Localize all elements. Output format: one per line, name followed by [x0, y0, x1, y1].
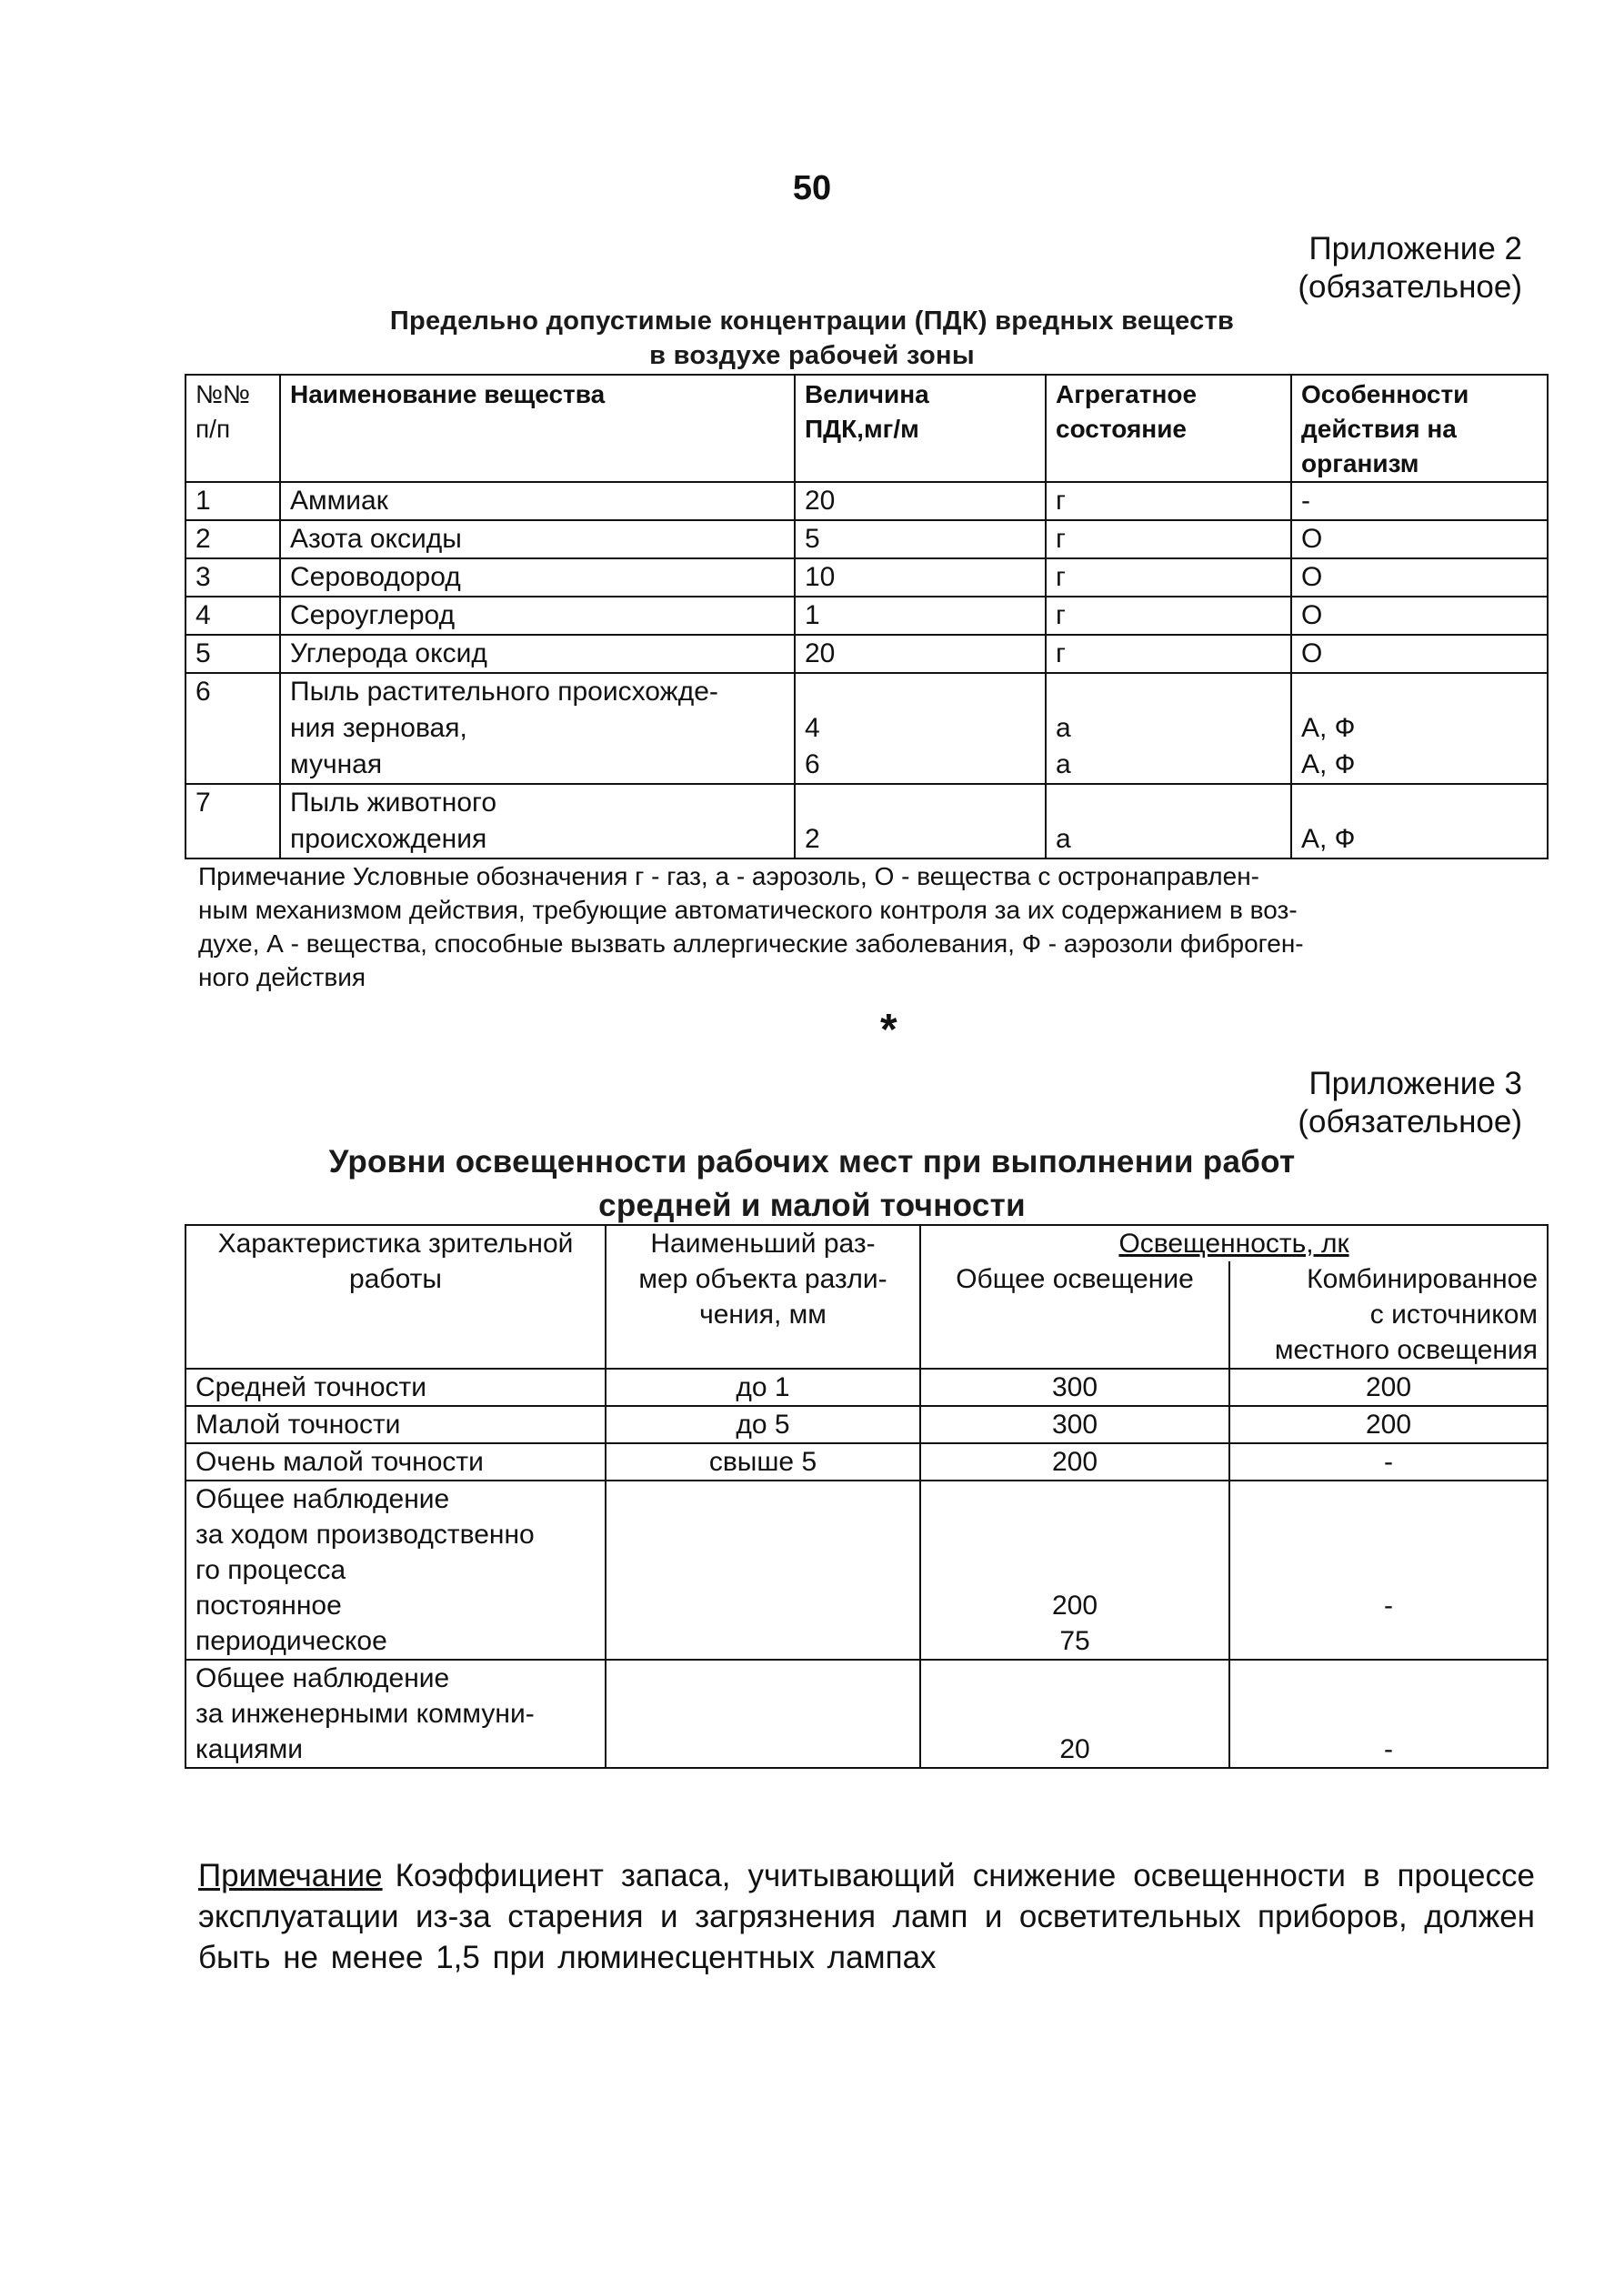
pdk-cell-pdk: 1	[795, 597, 1046, 635]
illumination-cell-char: Средней точности	[185, 1369, 606, 1406]
illumination-table-row	[185, 1481, 1548, 1660]
illumination-cell-char: Очень малой точности	[185, 1443, 606, 1481]
pdk-cell-state: г	[1046, 558, 1291, 597]
appendix-3-label: Приложение 3	[1308, 1066, 1522, 1101]
illumination-header-characteristic: Характеристика зрительной работы	[185, 1225, 606, 1369]
pdk-cell-state: а	[1046, 784, 1291, 858]
illumination-header-illumination-text: Освещенность, лк	[1118, 1229, 1349, 1259]
pdk-table-row	[185, 673, 1548, 784]
pdk-cell-state: а а	[1046, 673, 1291, 784]
pdk-table-row	[185, 520, 1548, 558]
pdk-cell-num: 1	[185, 482, 280, 520]
pdk-cell-name: Пыль животного происхождения	[280, 784, 795, 858]
illumination-cell-size	[606, 1481, 920, 1660]
pdk-cell-effect: -	[1291, 482, 1548, 520]
pdk-cell-num: 7	[185, 784, 280, 858]
illumination-cell-combined: -	[1229, 1443, 1548, 1481]
appendix-3-title-line-2: средней и малой точности	[598, 1188, 1026, 1223]
pdk-header-effect: Особенности действия на организм	[1291, 375, 1548, 482]
illumination-cell-size: свыше 5	[606, 1443, 920, 1481]
pdk-table	[185, 374, 1549, 859]
pdk-table-row	[185, 784, 1548, 858]
illumination-table-row	[185, 1406, 1548, 1443]
appendix-2-title-line-2: в воздухе рабочей зоны	[649, 341, 975, 370]
pdk-table-row	[185, 482, 1548, 520]
pdk-cell-pdk: 20	[795, 482, 1046, 520]
pdk-cell-name: Углерода оксид	[280, 635, 795, 673]
illumination-header-combined: Комбинированное с источником местного освещения	[1229, 1261, 1548, 1369]
illumination-header-size: Наименьший раз- мер объекта разли- чения, мм	[606, 1225, 920, 1369]
pdk-cell-state: г	[1046, 520, 1291, 558]
pdk-cell-effect: О	[1291, 635, 1548, 673]
appendix-2-title-line-1: Предельно допустимые концентрации (ПДК) вредных веществ	[389, 306, 1235, 336]
illumination-cell-general: 300	[920, 1406, 1229, 1443]
pdk-table-row	[185, 635, 1548, 673]
appendix-3-title	[0, 1140, 1624, 1228]
appendix-3-note-text: Коэффициент запаса, учитывающий снижение освещенности в процессе эксплуатации из-за старения и загрязнения ламп и осветительных приборов, должен быть не менее 1,5 при люминесцентных лампах	[198, 1858, 1535, 1975]
illumination-cell-size: до 1	[606, 1369, 920, 1406]
illumination-cell-char: Общее наблюдение за инженерными коммуни- кациями	[185, 1660, 606, 1768]
appendix-3-title-line-1: Уровни освещенности рабочих мест при выполнении работ	[328, 1144, 1296, 1180]
pdk-header-value: Величина ПДК,мг/м	[795, 375, 1046, 482]
pdk-cell-name: Сероводород	[280, 558, 795, 597]
pdk-table-body	[185, 482, 1548, 858]
illumination-cell-general: 200	[920, 1443, 1229, 1481]
pdk-cell-effect: А, Ф	[1291, 784, 1548, 858]
illumination-cell-combined: 200	[1229, 1369, 1548, 1406]
illumination-cell-size	[606, 1660, 920, 1768]
pdk-cell-pdk: 5	[795, 520, 1046, 558]
illumination-cell-char: Малой точности	[185, 1406, 606, 1443]
appendix-2-label: Приложение 2	[1308, 231, 1522, 266]
illumination-cell-general: 200 75	[920, 1481, 1229, 1660]
pdk-cell-num: 3	[185, 558, 280, 597]
illumination-cell-combined: -	[1229, 1481, 1548, 1660]
pdk-cell-state: г	[1046, 482, 1291, 520]
appendix-2-title	[0, 304, 1624, 373]
separator-asterisk: *	[880, 1006, 897, 1054]
pdk-cell-num: 4	[185, 597, 280, 635]
illumination-table-row	[185, 1443, 1548, 1481]
illumination-cell-general: 20	[920, 1660, 1229, 1768]
pdk-cell-pdk: 20	[795, 635, 1046, 673]
appendix-2-note: Примечание Условные обозначения г - газ, а - аэрозоль, О - вещества с остронаправлен- ным механизмом действия, требующие автоматического контроля за их содержанием в воз- духе, А - вещества, способные вызвать аллергические заболевания, Ф - аэрозоли фиброген- ного действия	[198, 862, 1304, 991]
pdk-cell-num: 2	[185, 520, 280, 558]
illumination-cell-combined: -	[1229, 1660, 1548, 1768]
illumination-table-row	[185, 1660, 1548, 1768]
pdk-cell-name: Азота оксиды	[280, 520, 795, 558]
pdk-cell-name: Сероуглерод	[280, 597, 795, 635]
pdk-table-header	[185, 375, 1548, 482]
pdk-cell-state: г	[1046, 635, 1291, 673]
pdk-cell-effect: О	[1291, 520, 1548, 558]
illumination-cell-char: Общее наблюдение за ходом производственно го процесса постоянное периодическое	[185, 1481, 606, 1660]
appendix-3-note-label: Примечание	[198, 1858, 383, 1893]
pdk-cell-effect: А, Ф А, Ф	[1291, 673, 1548, 784]
illumination-header-general: Общее освещение	[920, 1261, 1229, 1369]
pdk-cell-state: г	[1046, 597, 1291, 635]
illumination-cell-combined: 200	[1229, 1406, 1548, 1443]
illumination-table-row	[185, 1369, 1548, 1406]
pdk-cell-pdk: 10	[795, 558, 1046, 597]
pdk-cell-pdk: 2	[795, 784, 1046, 858]
pdk-cell-effect: О	[1291, 558, 1548, 597]
pdk-cell-num: 5	[185, 635, 280, 673]
pdk-header-name: Наименование вещества	[280, 375, 795, 482]
pdk-table-row	[185, 558, 1548, 597]
appendix-3-note	[198, 1855, 1535, 1978]
pdk-cell-name: Аммиак	[280, 482, 795, 520]
pdk-cell-num: 6	[185, 673, 280, 784]
pdk-cell-name: Пыль растительного происхожде- ния зерновая, мучная	[280, 673, 795, 784]
pdk-header-num: №№ п/п	[185, 375, 280, 482]
illumination-cell-general: 300	[920, 1369, 1229, 1406]
appendix-2-status: (обязательное)	[1298, 269, 1522, 305]
illumination-header-illumination	[920, 1225, 1548, 1261]
pdk-table-row	[185, 597, 1548, 635]
illumination-cell-size: до 5	[606, 1406, 920, 1443]
illumination-table	[185, 1224, 1549, 1769]
page-number: 50	[792, 169, 832, 207]
pdk-cell-pdk: 4 6	[795, 673, 1046, 784]
pdk-cell-effect: О	[1291, 597, 1548, 635]
illumination-table-body	[185, 1369, 1548, 1768]
pdk-header-state: Агрегатное состояние	[1046, 375, 1291, 482]
appendix-3-status: (обязательное)	[1298, 1104, 1522, 1140]
illumination-header-row-1	[185, 1225, 1548, 1261]
